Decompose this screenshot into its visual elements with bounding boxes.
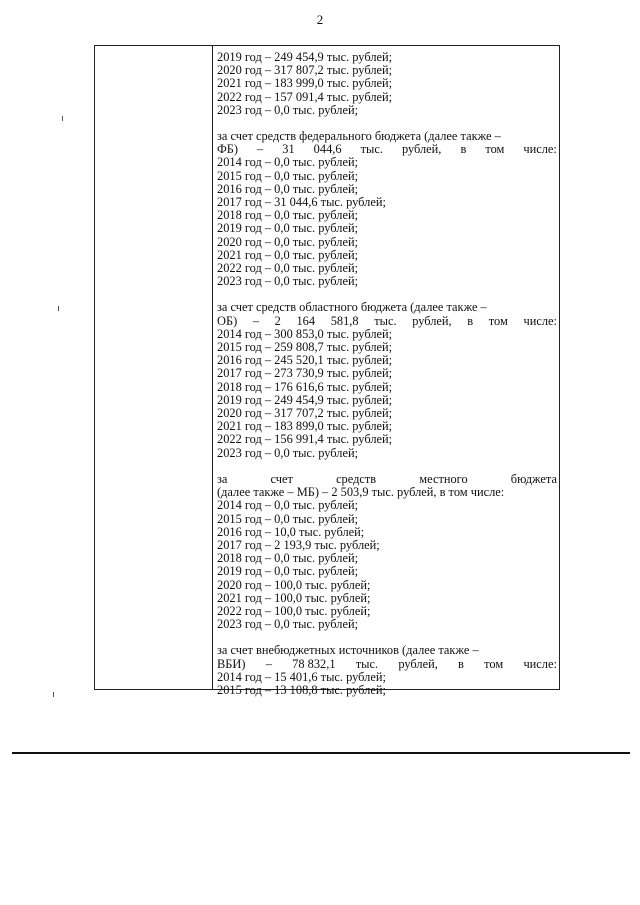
heading-word: 581,8 [330, 313, 359, 328]
funding-line: за счет средств областного бюджета (далее также – [217, 300, 487, 315]
funding-line: (далее также – МБ) – 2 503,9 тыс. рублей, в том числе: [217, 485, 505, 500]
heading-word: 044,6 [313, 142, 342, 157]
heading-word: бюджета [510, 471, 557, 486]
funding-line: 2022 год – 0,0 тыс. рублей; [217, 261, 359, 276]
heading-word: тыс. [360, 142, 383, 157]
funding-line: 2014 год – 0,0 тыс. рублей; [217, 498, 359, 513]
funding-line: 2022 год – 157 091,4 тыс. рублей; [217, 89, 393, 104]
funding-line: 2017 год – 31 044,6 тыс. рублей; [217, 195, 386, 210]
funding-line: 2020 год – 0,0 тыс. рублей; [217, 234, 359, 249]
section-heading-line [217, 315, 557, 328]
heading-word: рублей, [401, 142, 442, 157]
heading-word: рублей, [398, 656, 438, 671]
heading-word: местного [419, 471, 468, 486]
funding-text-cell [217, 51, 557, 697]
funding-line: 2020 год – 317 707,2 тыс. рублей; [217, 406, 393, 421]
scan-margin-mark [62, 116, 63, 121]
heading-word: числе: [523, 142, 557, 157]
heading-word: тыс. [374, 313, 397, 328]
funding-line: 2017 год – 273 730,9 тыс. рублей; [217, 366, 393, 381]
scan-margin-mark [53, 692, 54, 697]
funding-line: 2023 год – 0,0 тыс. рублей; [217, 445, 359, 460]
heading-word: числе: [523, 656, 557, 671]
heading-word: в [458, 656, 464, 671]
section-heading-line [217, 658, 557, 671]
funding-line: за счет средств федерального бюджета (далее также – [217, 129, 501, 144]
funding-section [217, 644, 557, 697]
scan-margin-mark [58, 306, 59, 311]
funding-line: 2020 год – 100,0 тыс. рублей; [217, 577, 371, 592]
funding-section [217, 473, 557, 631]
funding-line: 2022 год – 156 991,4 тыс. рублей; [217, 432, 393, 447]
heading-word: счет [270, 471, 293, 486]
funding-line: 2023 год – 0,0 тыс. рублей; [217, 274, 359, 289]
funding-line: 2015 год – 0,0 тыс. рублей; [217, 168, 359, 183]
column-divider [212, 46, 213, 689]
funding-line: 2015 год – 259 808,7 тыс. рублей; [217, 340, 393, 355]
funding-line: 2021 год – 0,0 тыс. рублей; [217, 247, 359, 262]
heading-word: 164 [296, 313, 316, 328]
funding-line: 2018 год – 0,0 тыс. рублей; [217, 208, 359, 223]
heading-word: – [252, 313, 260, 328]
funding-line: 2018 год – 0,0 тыс. рублей; [217, 551, 359, 566]
heading-word: в [467, 313, 474, 328]
heading-word: – [265, 656, 272, 671]
funding-line: 2023 год – 0,0 тыс. рублей; [217, 617, 359, 632]
heading-word: 78 832,1 [292, 656, 336, 671]
funding-section [217, 301, 557, 459]
funding-line: 2014 год – 15 401,6 тыс. рублей; [217, 669, 386, 684]
funding-line: 2019 год – 0,0 тыс. рублей; [217, 221, 359, 236]
funding-line: 2023 год – 0,0 тыс. рублей; [217, 102, 359, 117]
document-table [94, 45, 560, 697]
funding-line: 2016 год – 0,0 тыс. рублей; [217, 181, 359, 196]
heading-word: средств [336, 471, 377, 486]
heading-word: том [484, 656, 504, 671]
heading-word: том [485, 142, 505, 157]
funding-line: 2019 год – 249 454,9 тыс. рублей; [217, 392, 393, 407]
funding-line: 2021 год – 100,0 тыс. рублей; [217, 590, 371, 605]
heading-word: ВБИ) [217, 656, 246, 671]
heading-word: тыс. [355, 656, 379, 671]
heading-word: ФБ) [217, 142, 239, 157]
funding-line: 2020 год – 317 807,2 тыс. рублей; [217, 63, 393, 78]
heading-word: рублей, [412, 313, 452, 328]
funding-line: 2014 год – 300 853,0 тыс. рублей; [217, 326, 393, 341]
funding-section [217, 130, 557, 288]
heading-word: за [217, 471, 228, 486]
heading-word: 2 [274, 313, 281, 328]
funding-line: 2022 год – 100,0 тыс. рублей; [217, 603, 371, 618]
funding-line: 2019 год – 249 454,9 тыс. рублей; [217, 50, 393, 64]
funding-line: 2018 год – 176 616,6 тыс. рублей; [217, 379, 393, 394]
funding-line: 2016 год – 10,0 тыс. рублей; [217, 524, 365, 539]
funding-line: 2021 год – 183 999,0 тыс. рублей; [217, 76, 393, 91]
heading-word: – [257, 142, 264, 157]
heading-word: числе: [523, 313, 557, 328]
funding-line: 2019 год – 0,0 тыс. рублей; [217, 564, 359, 579]
funding-line: 2016 год – 245 520,1 тыс. рублей; [217, 353, 393, 368]
intro-block [217, 51, 557, 117]
funding-line: 2017 год – 2 193,9 тыс. рублей; [217, 537, 380, 552]
funding-line: 2021 год – 183 899,0 тыс. рублей; [217, 419, 393, 434]
heading-word: 31 [282, 142, 295, 157]
funding-line: за счет внебюджетных источников (далее также – [217, 643, 479, 658]
footer-rule [12, 752, 630, 754]
funding-line: 2015 год – 13 108,8 тыс. рублей; [217, 682, 386, 697]
page-number: 2 [316, 12, 324, 27]
heading-word: ОБ) [217, 313, 238, 328]
heading-word: том [488, 313, 508, 328]
heading-word: в [460, 142, 467, 157]
funding-line: 2014 год – 0,0 тыс. рублей; [217, 155, 359, 170]
funding-line: 2015 год – 0,0 тыс. рублей; [217, 511, 359, 526]
